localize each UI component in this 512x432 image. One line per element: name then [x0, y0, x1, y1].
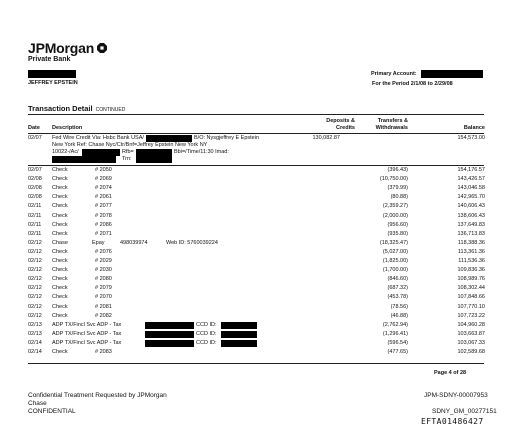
row-withdrawal: (1,700.00) [382, 267, 408, 274]
row-date: 02/12 [28, 294, 42, 301]
redacted-block [221, 331, 257, 338]
row-date: 02/11 [28, 230, 42, 237]
row-description: Check [52, 285, 68, 292]
table-row [0, 312, 512, 321]
row-balance: 143,426.57 [457, 176, 485, 183]
row-reference: # 2050 [95, 167, 112, 173]
continued-label: CONTINUED [95, 107, 126, 113]
row-withdrawal: (846.60) [387, 276, 408, 283]
row-reference: # 2078 [95, 212, 112, 219]
row-withdrawal: (80.88) [390, 194, 408, 201]
row-date: 02/13 [28, 330, 42, 337]
row-ccd-label: CCD ID: [196, 330, 217, 337]
bank-division: Private Bank [28, 56, 71, 63]
row-reference: # 2069 [95, 176, 112, 183]
row-withdrawal: (379.99) [387, 185, 408, 192]
row-description: Check [52, 221, 68, 228]
row-balance: 109,836.36 [457, 267, 485, 274]
row-description: Check [52, 185, 68, 192]
row-withdrawal: (596.54) [387, 339, 408, 346]
row-web-id: Web ID: 5760039224 [166, 239, 218, 246]
bank-logo-text: JPMorgan [28, 40, 95, 56]
row-withdrawal: (5,027.00) [382, 248, 408, 255]
table-row [0, 248, 512, 257]
row-reference: Epay [92, 239, 105, 246]
row-epay-id: 498039974 [120, 239, 148, 246]
row-withdrawal: (935.80) [387, 230, 408, 237]
row-withdrawal: (2,000.00) [382, 212, 408, 219]
divider [28, 133, 484, 134]
row-reference: # 2086 [95, 221, 112, 228]
row-withdrawal: (477.65) [387, 349, 408, 355]
redacted-block [145, 340, 194, 347]
row-date: 02/12 [28, 267, 42, 274]
row-reference: # 2083 [95, 349, 112, 355]
table-row [0, 239, 512, 248]
table-row [0, 293, 512, 302]
row-balance: 137,649.83 [457, 221, 485, 228]
row-date: 02/12 [28, 276, 42, 283]
redacted-block [221, 322, 257, 329]
row-date: 02/12 [28, 258, 42, 264]
row-description: Check [52, 248, 68, 255]
col-header-deposits [295, 118, 355, 132]
row-date: 02/12 [28, 239, 42, 246]
confidential-line3: CONFIDENTIAL [28, 408, 76, 415]
row-withdrawal: (18,325.47) [379, 239, 408, 246]
row-balance: 136,713.83 [457, 230, 485, 237]
row-date: 02/08 [28, 194, 42, 201]
confidential-line1: Confidential Treatment Requested by JPMorgan [28, 392, 167, 399]
row-description: Check [52, 312, 68, 319]
row-withdrawal: (1,296.41) [382, 330, 408, 337]
confidential-line2: Chase [28, 400, 47, 407]
col-header-description: Description [52, 125, 83, 131]
row-balance: 142,965.70 [457, 194, 485, 201]
wire-line3c: Bbi=/Time/11:30 Imad: [174, 149, 229, 155]
wire-balance: 154,573.00 [457, 135, 485, 141]
section-title [28, 104, 125, 113]
section-title-text: Transaction Detail [28, 104, 93, 113]
row-balance: 108,989.76 [457, 276, 485, 283]
row-reference: # 2080 [95, 276, 112, 283]
table-row [0, 275, 512, 284]
row-date: 02/11 [28, 221, 42, 228]
row-withdrawal: (2,359.27) [382, 203, 408, 210]
table-row [0, 193, 512, 202]
row-reference: # 2061 [95, 194, 112, 201]
col-header-deposits-line2: Credits [336, 125, 355, 131]
table-row [0, 348, 512, 357]
account-holder: JEFFREY EPSTEIN [28, 80, 78, 86]
table-row [0, 284, 512, 293]
row-reference: # 2079 [95, 285, 112, 292]
row-reference: # 2081 [95, 303, 112, 310]
table-row [0, 321, 512, 330]
row-date: 02/08 [28, 185, 42, 192]
row-description: Check [52, 230, 68, 237]
table-row [0, 212, 512, 221]
row-withdrawal: (396.43) [387, 167, 408, 173]
table-row [0, 330, 512, 339]
row-withdrawal: (1,825.00) [382, 258, 408, 264]
row-balance: 111,536.36 [458, 258, 485, 264]
redacted-block [221, 340, 257, 347]
redacted-block [145, 322, 194, 329]
row-description: Check [52, 203, 68, 210]
table-row [0, 266, 512, 275]
wire-line3b: Rfb= [122, 149, 134, 155]
table-row [0, 184, 512, 193]
table-row [0, 202, 512, 211]
row-balance: 108,302.44 [457, 285, 485, 292]
bates-number-2: SDNY_GM_00277151 [432, 408, 497, 415]
row-balance: 154,176.57 [457, 167, 485, 173]
row-ccd-label: CCD ID: [196, 321, 217, 328]
row-description: Check [52, 267, 68, 274]
row-date: 02/12 [28, 303, 42, 310]
divider [28, 114, 484, 115]
row-balance: 103,067.33 [457, 339, 485, 346]
row-reference: # 2082 [95, 312, 112, 319]
row-withdrawal: (46.88) [390, 312, 408, 319]
row-date: 02/14 [28, 339, 42, 346]
row-balance: 107,770.10 [457, 303, 485, 310]
row-date: 02/08 [28, 176, 42, 183]
divider [28, 363, 484, 364]
row-reference: # 2071 [95, 230, 112, 237]
col-header-balance: Balance [463, 125, 485, 131]
redacted-block [421, 70, 483, 78]
row-withdrawal: (78.56) [390, 303, 408, 310]
octagon-logo-icon [97, 43, 107, 53]
col-header-deposits-line1: Deposits & [326, 118, 355, 124]
row-description: Check [52, 176, 68, 183]
row-reference: # 2070 [95, 294, 112, 301]
col-header-date: Date [28, 125, 40, 131]
statement-period: For the Period 2/1/08 to 2/29/08 [372, 81, 453, 87]
row-description: Check [52, 258, 68, 264]
row-reference: # 2076 [95, 248, 112, 255]
wire-deposit: 130,082.87 [312, 135, 340, 141]
row-date: 02/07 [28, 167, 42, 173]
wire-line2: New York Ref: Chase Nyc/Ctr/Bnf=Jeffrey Epstein New York NY [52, 142, 208, 148]
row-withdrawal: (956.60) [387, 221, 408, 228]
row-description: ADP TX/Fincl Svc ADP - Tax [52, 321, 122, 328]
row-description: Check [52, 167, 68, 173]
redacted-block [82, 149, 120, 156]
row-description: ADP TX/Fincl Svc ADP - Tax [52, 339, 122, 346]
row-reference: # 2074 [95, 185, 112, 192]
table-row [0, 339, 512, 348]
row-description: Check [52, 294, 68, 301]
wire-line3a: 10022-/Ac/ [52, 149, 79, 155]
redacted-block [136, 156, 172, 163]
row-date: 02/14 [28, 349, 42, 355]
row-withdrawal: (10,750.00) [379, 176, 408, 183]
row-balance: 118,388.36 [457, 239, 485, 246]
row-balance: 113,361.36 [457, 248, 485, 255]
row-balance: 107,848.66 [457, 294, 485, 301]
row-description: Check [52, 212, 68, 219]
row-balance: 140,606.43 [457, 203, 485, 210]
wire-line1b: B/O: Nysgjeffrey E Epstein [194, 135, 260, 141]
table-row [0, 303, 512, 312]
row-withdrawal: (687.32) [387, 285, 408, 292]
col-header-transfers [348, 118, 408, 132]
row-balance: 102,589.68 [457, 349, 485, 355]
bates-number-1: JPM-SDNY-00007953 [424, 392, 488, 399]
row-description: Chase [52, 239, 68, 246]
row-description: Check [52, 194, 68, 201]
efta-stamp: EFTA01486427 [421, 417, 484, 426]
wire-line1: Fed Wire Credit Via: Hsbc Bank USA/ [52, 135, 144, 141]
row-reference: # 2029 [95, 258, 112, 264]
table-row [0, 166, 512, 175]
table-row [0, 221, 512, 230]
primary-account-label: Primary Account: [371, 71, 417, 77]
row-balance: 107,723.22 [457, 312, 485, 319]
wire-line4: Trn: [122, 156, 132, 162]
row-date: 02/12 [28, 312, 42, 319]
row-description: Check [52, 276, 68, 283]
confidential-notice [28, 392, 167, 416]
row-description: Check [52, 303, 68, 310]
table-row [0, 257, 512, 266]
bank-logo [28, 40, 107, 56]
table-row [0, 175, 512, 184]
page-indicator: Page 4 of 28 [434, 370, 467, 376]
redacted-block [145, 331, 194, 338]
row-description: Check [52, 349, 68, 355]
col-header-transfers-line2: Withdrawals [375, 125, 408, 131]
col-header-transfers-line1: Transfers & [377, 118, 408, 124]
row-balance: 143,046.58 [457, 185, 485, 192]
table-row [0, 230, 512, 239]
row-reference: # 2030 [95, 267, 112, 274]
row-balance: 138,606.43 [457, 212, 485, 219]
row-date: 02/12 [28, 248, 42, 255]
redacted-block [136, 149, 172, 156]
row-description: ADP TX/Fincl Svc ADP - Tax [52, 330, 122, 337]
row-date: 02/12 [28, 285, 42, 292]
row-balance: 104,960.28 [457, 321, 485, 328]
row-balance: 103,663.87 [457, 330, 485, 337]
wire-date: 02/07 [28, 135, 42, 141]
redacted-block [146, 135, 192, 142]
row-ccd-label: CCD ID: [196, 339, 217, 346]
row-reference: # 2077 [95, 203, 112, 210]
redacted-block [52, 156, 116, 163]
redacted-block [28, 70, 76, 78]
row-withdrawal: (453.78) [387, 294, 408, 301]
row-date: 02/11 [28, 203, 42, 210]
row-withdrawal: (2,762.94) [382, 321, 408, 328]
row-date: 02/11 [28, 212, 42, 219]
row-date: 02/13 [28, 321, 42, 328]
